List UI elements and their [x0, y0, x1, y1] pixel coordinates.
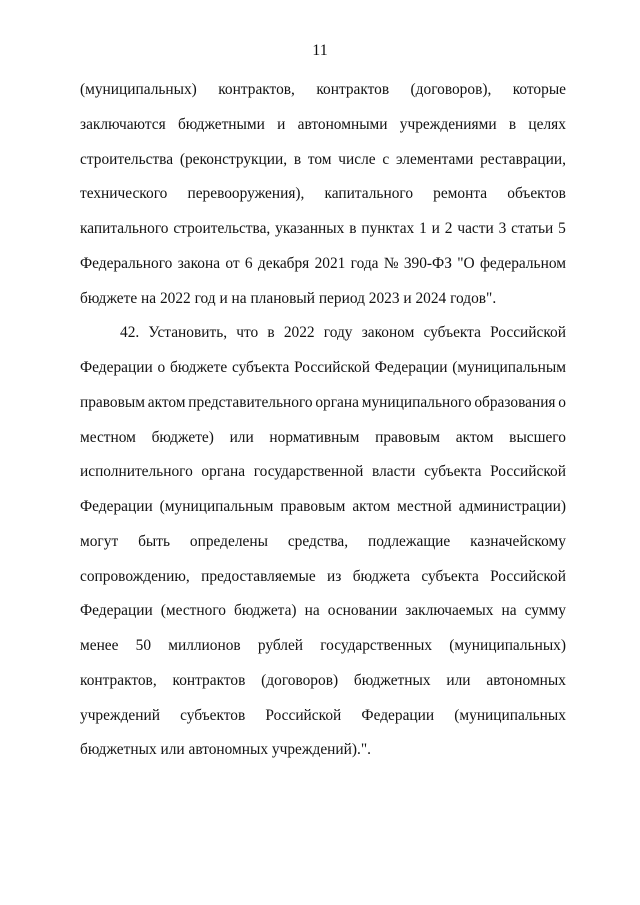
word: нормативным: [269, 428, 360, 446]
word: учреждений: [80, 706, 160, 724]
word: муниципального: [361, 393, 472, 411]
text-line: бюджете на 2022 год и на плановый период 2023 и 2024 годов".: [80, 289, 497, 307]
word: казначейскому: [470, 532, 566, 550]
word: ремонта: [433, 185, 488, 203]
word: Федерации: [80, 602, 153, 620]
word: капитального: [324, 185, 414, 203]
word: (реконструкции,: [179, 150, 288, 168]
text-line: [80, 666, 566, 701]
word: статьи: [511, 220, 554, 237]
word: Федерации: [374, 359, 448, 376]
word: на: [501, 602, 517, 620]
word: контрактов: [172, 671, 246, 689]
word: Российской: [490, 463, 566, 481]
word: правовым: [375, 428, 441, 446]
text-line: [80, 145, 566, 180]
word: субъекта: [421, 567, 479, 585]
word: 50: [135, 637, 152, 654]
word: строительства,: [173, 220, 271, 237]
word: Федерации: [361, 706, 435, 724]
word: федеральном: [479, 254, 566, 272]
word: образования: [474, 393, 556, 411]
word: году: [323, 324, 353, 342]
word: №: [383, 254, 399, 272]
word: объектов: [507, 185, 566, 203]
word: Российской: [490, 567, 566, 585]
document-body: [80, 75, 566, 770]
word: Установить,: [148, 324, 228, 342]
text-line: [80, 596, 566, 631]
word: 3: [498, 220, 507, 237]
word: контрактов,: [80, 671, 157, 689]
word: (муниципальным: [452, 359, 566, 376]
word: бюджете: [169, 359, 228, 376]
word: на: [304, 602, 320, 620]
word: целях: [528, 115, 566, 133]
word: что: [236, 324, 259, 342]
page-number: 11: [312, 42, 328, 59]
word: Федерального: [80, 254, 173, 272]
text-line: [80, 179, 566, 214]
word: и: [277, 115, 286, 133]
word: (договоров): [261, 671, 339, 689]
text-line: [80, 423, 566, 458]
word: бюджетными: [177, 115, 265, 133]
word: года: [350, 254, 379, 272]
text-line: [80, 249, 566, 284]
text-line: [80, 492, 566, 527]
word: (муниципальным: [159, 498, 274, 515]
word: местной: [397, 498, 452, 515]
word: рублей: [257, 637, 304, 654]
word: 2021: [314, 254, 346, 272]
word: с: [382, 150, 390, 168]
word: исполнительного: [80, 463, 193, 481]
word: основании: [327, 602, 398, 620]
word: заключаемых: [405, 602, 494, 620]
text-line: [80, 457, 566, 492]
word: учреждениями: [399, 115, 497, 133]
text-line: [80, 527, 566, 562]
word: (муниципальных: [454, 706, 566, 724]
word: 6: [244, 254, 253, 272]
word: заключаются: [80, 115, 166, 133]
word: 42.: [120, 324, 140, 342]
word: технического: [80, 185, 168, 203]
word: Федерации: [80, 498, 153, 515]
word: или: [229, 428, 254, 446]
word: в: [293, 150, 302, 168]
word: том: [307, 150, 332, 168]
text-line: [80, 110, 566, 145]
word: (муниципальных): [449, 637, 566, 654]
word: (местного: [160, 602, 226, 620]
word: государственной: [253, 463, 364, 481]
word: закона: [177, 254, 221, 272]
word: определены: [189, 532, 268, 550]
word: администрации): [458, 498, 566, 515]
word: от: [225, 254, 240, 272]
word: Российской: [265, 706, 342, 724]
word: субъекта: [423, 324, 481, 342]
word: или: [446, 671, 471, 689]
text-line: [80, 353, 566, 388]
word: менее: [80, 637, 119, 654]
text-line: [80, 318, 566, 353]
word: Федерации: [80, 359, 153, 376]
word: "О: [457, 254, 475, 272]
word: 390-ФЗ: [403, 254, 452, 272]
word: перевооружения),: [187, 185, 305, 203]
word: местном: [80, 428, 136, 446]
word: бюджета): [234, 602, 297, 620]
word: законом: [361, 324, 415, 342]
word: реставрации,: [480, 150, 566, 168]
word: быть: [138, 532, 170, 550]
word: субъекта: [424, 463, 482, 481]
word: строительства: [80, 150, 174, 168]
word: сумму: [524, 602, 566, 620]
word: актом: [455, 428, 494, 446]
word: (договоров),: [410, 81, 492, 98]
word: сопровождению,: [80, 567, 190, 585]
text-line: [80, 701, 566, 736]
word: актом: [352, 498, 391, 515]
word: 1: [419, 220, 427, 237]
word: высшего: [509, 428, 566, 446]
word: органа: [315, 393, 359, 411]
word: контрактов: [316, 81, 390, 98]
word: 2022: [283, 324, 315, 342]
word: актом: [147, 393, 186, 411]
word: органа: [201, 463, 246, 481]
word: о: [157, 359, 166, 376]
word: представительного: [188, 393, 313, 411]
word: бюджете): [151, 428, 214, 446]
word: из: [327, 567, 342, 585]
text-line: бюджетных или автономных учреждений).".: [80, 741, 371, 759]
word: капитального: [80, 220, 169, 237]
word: власти: [372, 463, 416, 481]
word: субъекта: [231, 359, 290, 376]
word: в: [349, 220, 357, 237]
word: в: [508, 115, 517, 133]
word: в: [267, 324, 275, 342]
word: бюджета: [352, 567, 411, 585]
word: и: [431, 220, 440, 237]
word: миллионов: [168, 637, 241, 654]
word: подлежащие: [368, 532, 451, 550]
word: элементами: [395, 150, 474, 168]
word: Российской: [294, 359, 370, 376]
word: которые: [512, 81, 566, 98]
word: бюджетных: [353, 671, 431, 689]
word: числе: [338, 150, 376, 168]
text-line: [80, 631, 566, 666]
word: автономными: [297, 115, 388, 133]
word: государственных: [320, 637, 433, 654]
word: автономных: [486, 671, 566, 689]
word: части: [457, 220, 494, 237]
word: Российской: [490, 324, 566, 342]
word: средства,: [287, 532, 349, 550]
word: 2: [444, 220, 453, 237]
text-line: [80, 388, 566, 423]
text-line: [80, 75, 566, 110]
word: правовым: [280, 498, 346, 515]
word: о: [558, 393, 566, 411]
word: 5: [558, 220, 566, 237]
text-line: [80, 214, 566, 249]
word: контрактов,: [218, 81, 295, 98]
word: правовым: [80, 393, 145, 411]
word: могут: [80, 532, 119, 550]
word: декабря: [257, 254, 310, 272]
word: (муниципальных): [80, 81, 197, 98]
word: указанных: [275, 220, 345, 237]
word: субъектов: [180, 706, 246, 724]
word: пунктах: [361, 220, 415, 237]
word: предоставляемые: [201, 567, 316, 585]
text-line: [80, 562, 566, 597]
